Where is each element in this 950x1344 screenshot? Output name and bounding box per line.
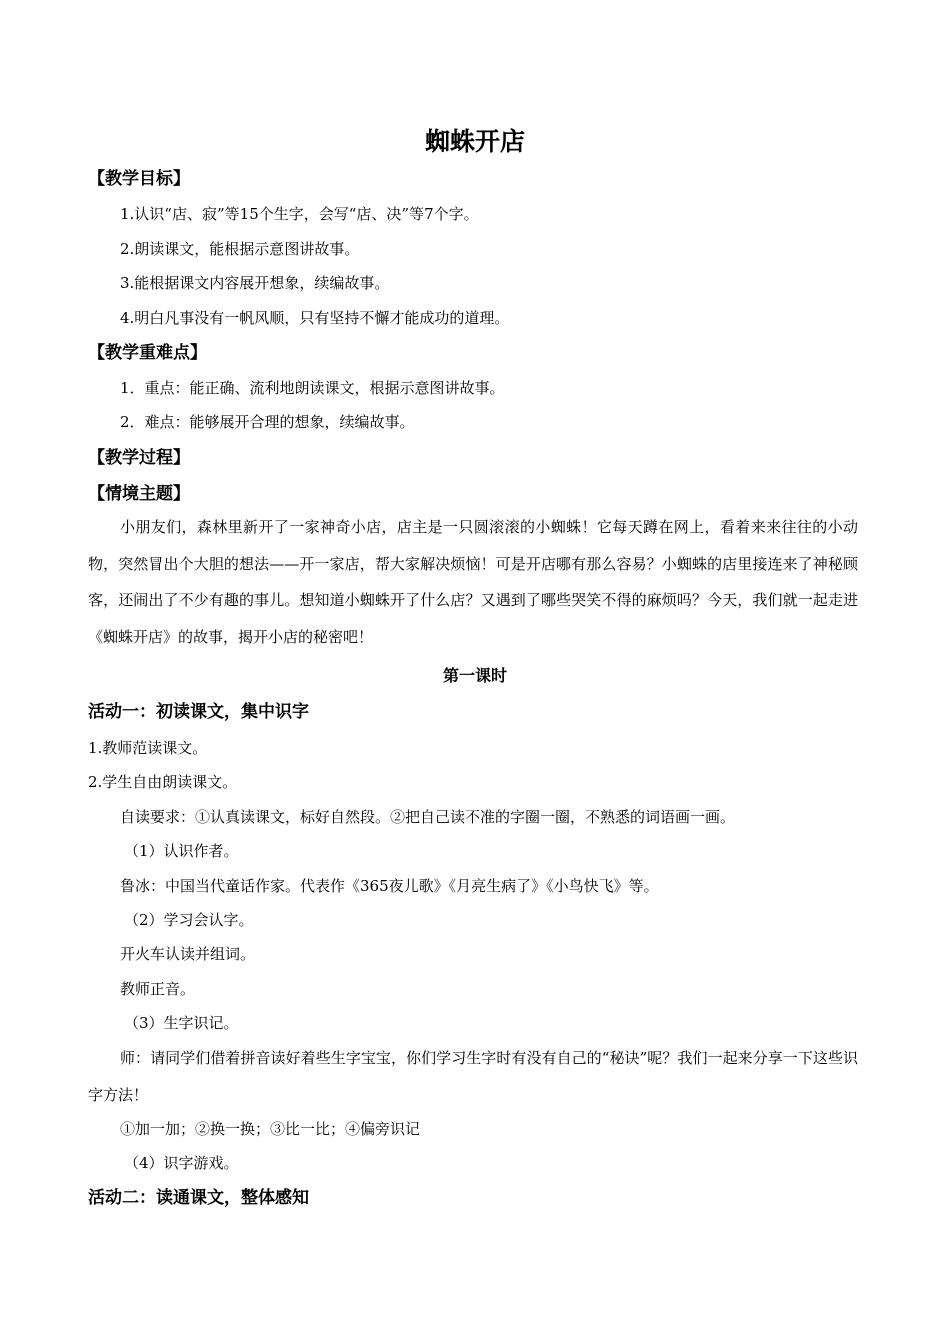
sub-step-1: （1）认识作者。 bbox=[124, 842, 239, 860]
objective-item-4: 4.明白凡事没有一帆风顺，只有坚持不懈才能成功的道理。 bbox=[120, 309, 510, 327]
document-title: 蜘蛛开店 bbox=[424, 127, 525, 156]
activity-two-heading: 活动二：读通课文，整体感知 bbox=[88, 1188, 309, 1208]
key-point-item-2: 2．难点：能够展开合理的想象，续编故事。 bbox=[120, 413, 415, 431]
sub-step-4: （4）识字游戏。 bbox=[124, 1154, 239, 1172]
teacher-correction: 教师正音。 bbox=[120, 980, 196, 998]
literacy-methods: ①加一加；②换一换；③比一比；④偏旁识记 bbox=[120, 1120, 421, 1138]
reading-requirement: 自读要求：①认真读课文，标好自然段。②把自己读不准的字圈一圈，不熟悉的词语画一画。 bbox=[120, 808, 736, 826]
scenario-paragraph: 小朋友们，森林里新开了一家神奇小店，店主是一只圆滚滚的小蜘蛛！它每天蹲在网上，看着来来往往的小动物，突然冒出个大胆的想法——开一家店，帮大家解决烦恼！可是开店哪有那么容易？小蜘蛛的店里接连来了神秘顾客，还闹出了不少有趣的事儿。想知道小蜘蛛开了什么店？又遇到了哪些哭笑不得的麻烦吗？今天，我们就一起走进《蜘蛛开店》的故事，揭开小店的秘密吧！ bbox=[88, 518, 858, 646]
key-points-heading: 【教学重难点】 bbox=[88, 343, 207, 363]
author-intro: 鲁冰：中国当代童话作家。代表作《365夜儿歌》《月亮生病了》《小鸟快飞》等。 bbox=[120, 877, 659, 895]
sub-step-2: （2）学习会认字。 bbox=[124, 911, 254, 929]
activity-one-heading: 活动一：初读课文，集中识字 bbox=[88, 702, 309, 722]
objective-item-2: 2.朗读课文，能根据示意图讲故事。 bbox=[120, 240, 360, 258]
objective-item-1: 1.认识“店、寂”等15个生字，会写“店、决”等7个字。 bbox=[120, 205, 479, 223]
teacher-speech: 师：请同学们借着拼音读好着些生字宝宝，你们学习生字时有没有自己的“秘诀”呢？我们一起来分享一下这些识字方法！ bbox=[88, 1049, 858, 1104]
objective-item-3: 3.能根据课文内容展开想象，续编故事。 bbox=[120, 274, 390, 292]
process-heading: 【教学过程】 bbox=[88, 448, 190, 468]
key-point-item-1: 1．重点：能正确、流利地朗读课文，根据示意图讲故事。 bbox=[120, 379, 505, 397]
objectives-heading: 【教学目标】 bbox=[88, 169, 190, 189]
activity-one-step-2: 2.学生自由朗读课文。 bbox=[88, 773, 238, 791]
sub-step-3: （3）生字识记。 bbox=[124, 1014, 239, 1032]
train-reading: 开火车认读并组词。 bbox=[120, 945, 256, 963]
activity-one-step-1: 1.教师范读课文。 bbox=[88, 739, 208, 757]
scenario-heading: 【情境主题】 bbox=[88, 484, 190, 504]
lesson-heading: 第一课时 bbox=[442, 666, 507, 685]
